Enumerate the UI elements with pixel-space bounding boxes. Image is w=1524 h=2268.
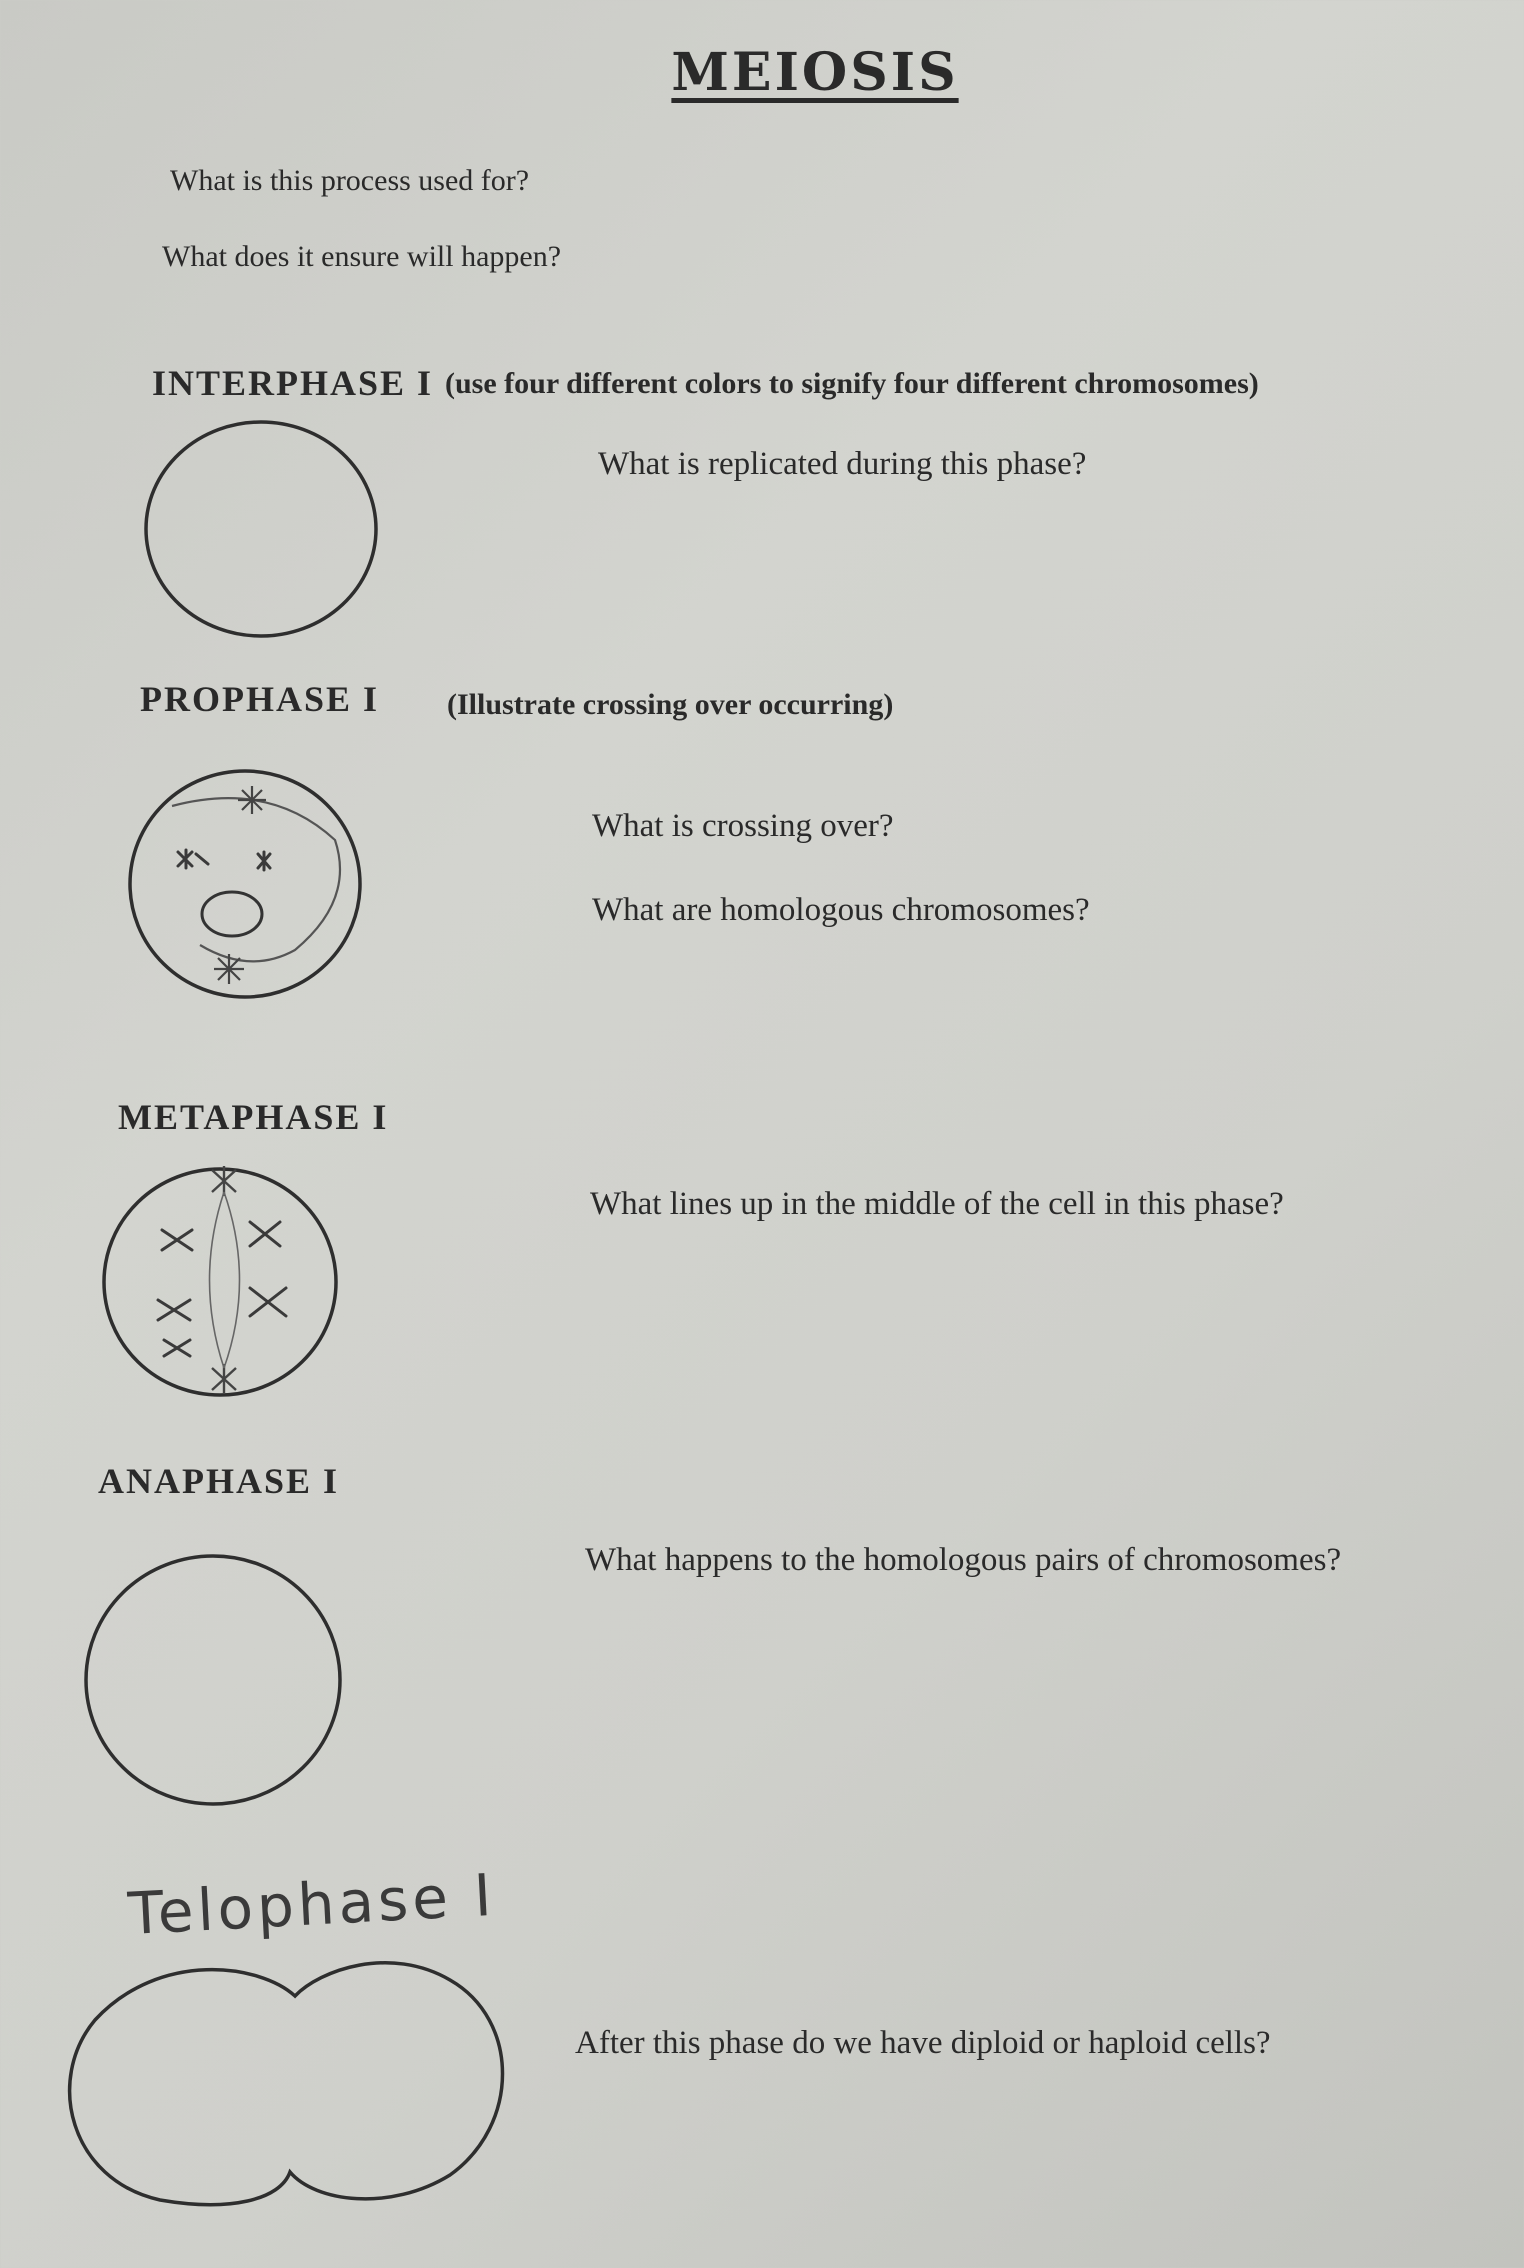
prophase-question-homologous: What are homologous chromosomes? [592, 892, 1090, 928]
prophase-cell-drawing [120, 770, 380, 1010]
interphase-heading: INTERPHASE I [152, 363, 434, 403]
interphase-cell-drawing [140, 415, 390, 645]
question-process-purpose: What is this process used for? [170, 164, 530, 197]
telophase-handwritten-label: Telophase I [126, 1860, 497, 1948]
telophase-question: After this phase do we have diploid or haploid cells? [575, 2025, 1271, 2061]
prophase-question-crossing-over: What is crossing over? [592, 808, 894, 844]
metaphase-question: What lines up in the middle of the cell in this phase? [590, 1186, 1284, 1222]
anaphase-cell-drawing [80, 1548, 350, 1818]
interphase-instruction: (use four different colors to signify four different chromosomes) [445, 367, 1259, 400]
telophase-cell-drawing [50, 1950, 530, 2250]
interphase-question: What is replicated during this phase? [598, 446, 1087, 482]
prophase-instruction: (Illustrate crossing over occurring) [447, 688, 894, 721]
anaphase-heading: ANAPHASE I [98, 1461, 340, 1501]
prophase-heading: PROPHASE I [140, 679, 380, 719]
page-title: MEIOSIS [671, 42, 959, 103]
metaphase-cell-drawing [100, 1160, 360, 1410]
question-ensure: What does it ensure will happen? [162, 240, 562, 273]
metaphase-heading: METAPHASE I [118, 1097, 389, 1137]
anaphase-question: What happens to the homologous pairs of chromosomes? [585, 1542, 1342, 1578]
